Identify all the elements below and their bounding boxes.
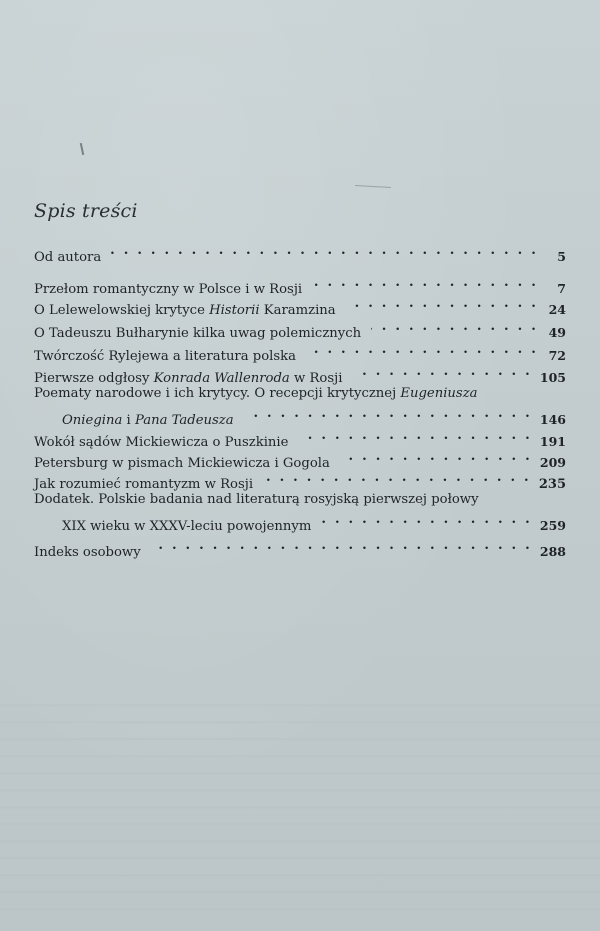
show-through-text [0,690,600,910]
toc-heading: Spis treści [34,200,138,222]
toc-entry-petersburg: Petersburg w pismach Mickiewicza i Gogola . . 209 [34,447,566,467]
paper-scratch [355,185,391,188]
page-number: 209 [539,455,566,470]
page-number: 105 [539,370,566,385]
toc-entry-dodatek: Dodatek. Polskie badania nad literaturą rosyjską pierwszej połowy XIX wieku w XXXV-leciu powojennym . . 259 [34,490,566,530]
toc-entry-od-autora: Od autora . . 5 [34,241,566,261]
page-number: 288 [539,544,566,559]
page-number: 49 [548,325,566,340]
dot-leader [151,536,532,556]
toc-entry-puszkin: Wokół sądów Mickiewicza o Puszkinie . . 191 [34,426,566,446]
toc-entry-bulharyn: O Tadeuszu Bułharynie kilka uwag polemicznych . . 49 [34,317,566,337]
toc-entry-przelom: Przełom romantyczny w Polsce i w Rosji . . 7 [34,273,566,293]
dot-leader [321,510,532,530]
page-number: 5 [557,249,566,264]
dot-leader [340,447,532,467]
dot-leader [244,404,532,424]
page-number: 146 [539,412,566,427]
toc-entry-lelewel: O Lelewelowskiej krytyce Historii Karamzina . . 24 [34,294,566,314]
pencil-mark [80,143,84,155]
page-number: 24 [548,302,566,317]
dot-leader [111,241,538,261]
dot-leader [371,317,538,337]
page-number: 235 [538,477,566,492]
page-number: 7 [557,281,566,296]
dot-leader [312,273,538,293]
page-number: 191 [539,434,566,449]
toc-entry-poematy: Poematy narodowe i ich krytycy. O recepcji krytycznej Eugeniusza Oniegina i Pana Tadeusza . . 146 [34,384,566,424]
dot-leader [298,426,531,446]
toc-entry-indeks: Indeks osobowy . . 288 [34,536,566,556]
toc-entry-rylejew: Twórczość Rylejewa a literatura polska . . 72 [34,340,566,360]
page-number: 72 [548,348,566,363]
toc-entry-wallenrod: Pierwsze odgłosy Konrada Wallenroda w Rosji . . 105 [34,362,566,382]
page-number: 259 [539,518,566,533]
dot-leader [352,362,531,382]
dot-leader [263,468,531,488]
toc-entry-romantyzm: Jak rozumieć romantyzm w Rosji . . 235 [34,468,566,488]
dot-leader [306,340,538,360]
dot-leader [346,294,538,314]
